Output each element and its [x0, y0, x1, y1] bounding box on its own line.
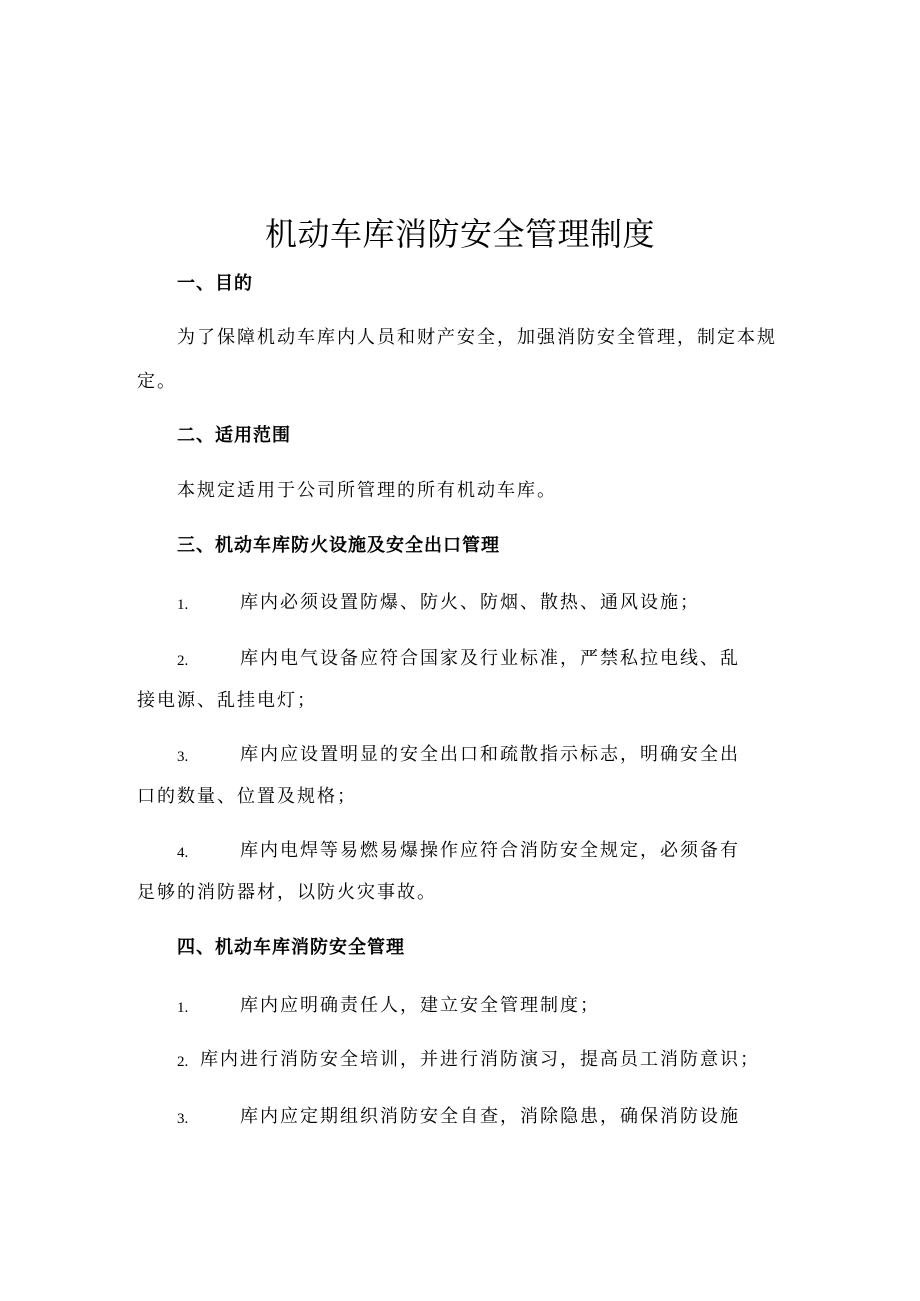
list-number: 2.: [177, 653, 189, 669]
list-number: 3.: [177, 1111, 189, 1127]
list-item-text: 库内进行消防安全培训，并进行消防演习，提高员工消防意识；: [200, 1049, 760, 1070]
list-number: 3.: [177, 749, 189, 765]
list-number: 4.: [177, 845, 189, 861]
section-heading-management: 四、机动车库消防安全管理: [177, 937, 405, 958]
list-item-text: 库内必须设置防爆、防火、防烟、散热、通风设施；: [240, 592, 700, 613]
list-item-continuation: 足够的消防器材，以防火灾事故。: [137, 882, 437, 903]
section-heading-facilities: 三、机动车库防火设施及安全出口管理: [177, 535, 500, 556]
list-number: 1.: [177, 597, 189, 613]
list-item-text: 库内应明确责任人，建立安全管理制度；: [240, 995, 600, 1016]
list-item-continuation: 口的数量、位置及规格；: [137, 786, 357, 807]
section-heading-scope: 二、适用范围: [177, 425, 291, 446]
paragraph-line: 为了保障机动车库内人员和财产安全，加强消防安全管理，制定本规: [177, 327, 777, 348]
list-item-text: 库内应设置明显的安全出口和疏散指示标志，明确安全出: [240, 744, 740, 765]
list-item-text: 库内电气设备应符合国家及行业标准，严禁私拉电线、乱: [240, 648, 740, 669]
paragraph-line: 本规定适用于公司所管理的所有机动车库。: [177, 480, 557, 501]
list-number: 2.: [177, 1054, 189, 1070]
list-item-text: 库内电焊等易燃易爆操作应符合消防安全规定，必须备有: [240, 840, 740, 861]
paragraph-line: 定。: [137, 371, 177, 392]
page-title: 机动车库消防安全管理制度: [264, 215, 655, 253]
list-item-continuation: 接电源、乱挂电灯；: [137, 690, 317, 711]
section-heading-purpose: 一、目的: [177, 273, 253, 294]
list-number: 1.: [177, 1000, 189, 1016]
list-item-text: 库内应定期组织消防安全自查，消除隐患，确保消防设施: [240, 1106, 740, 1127]
